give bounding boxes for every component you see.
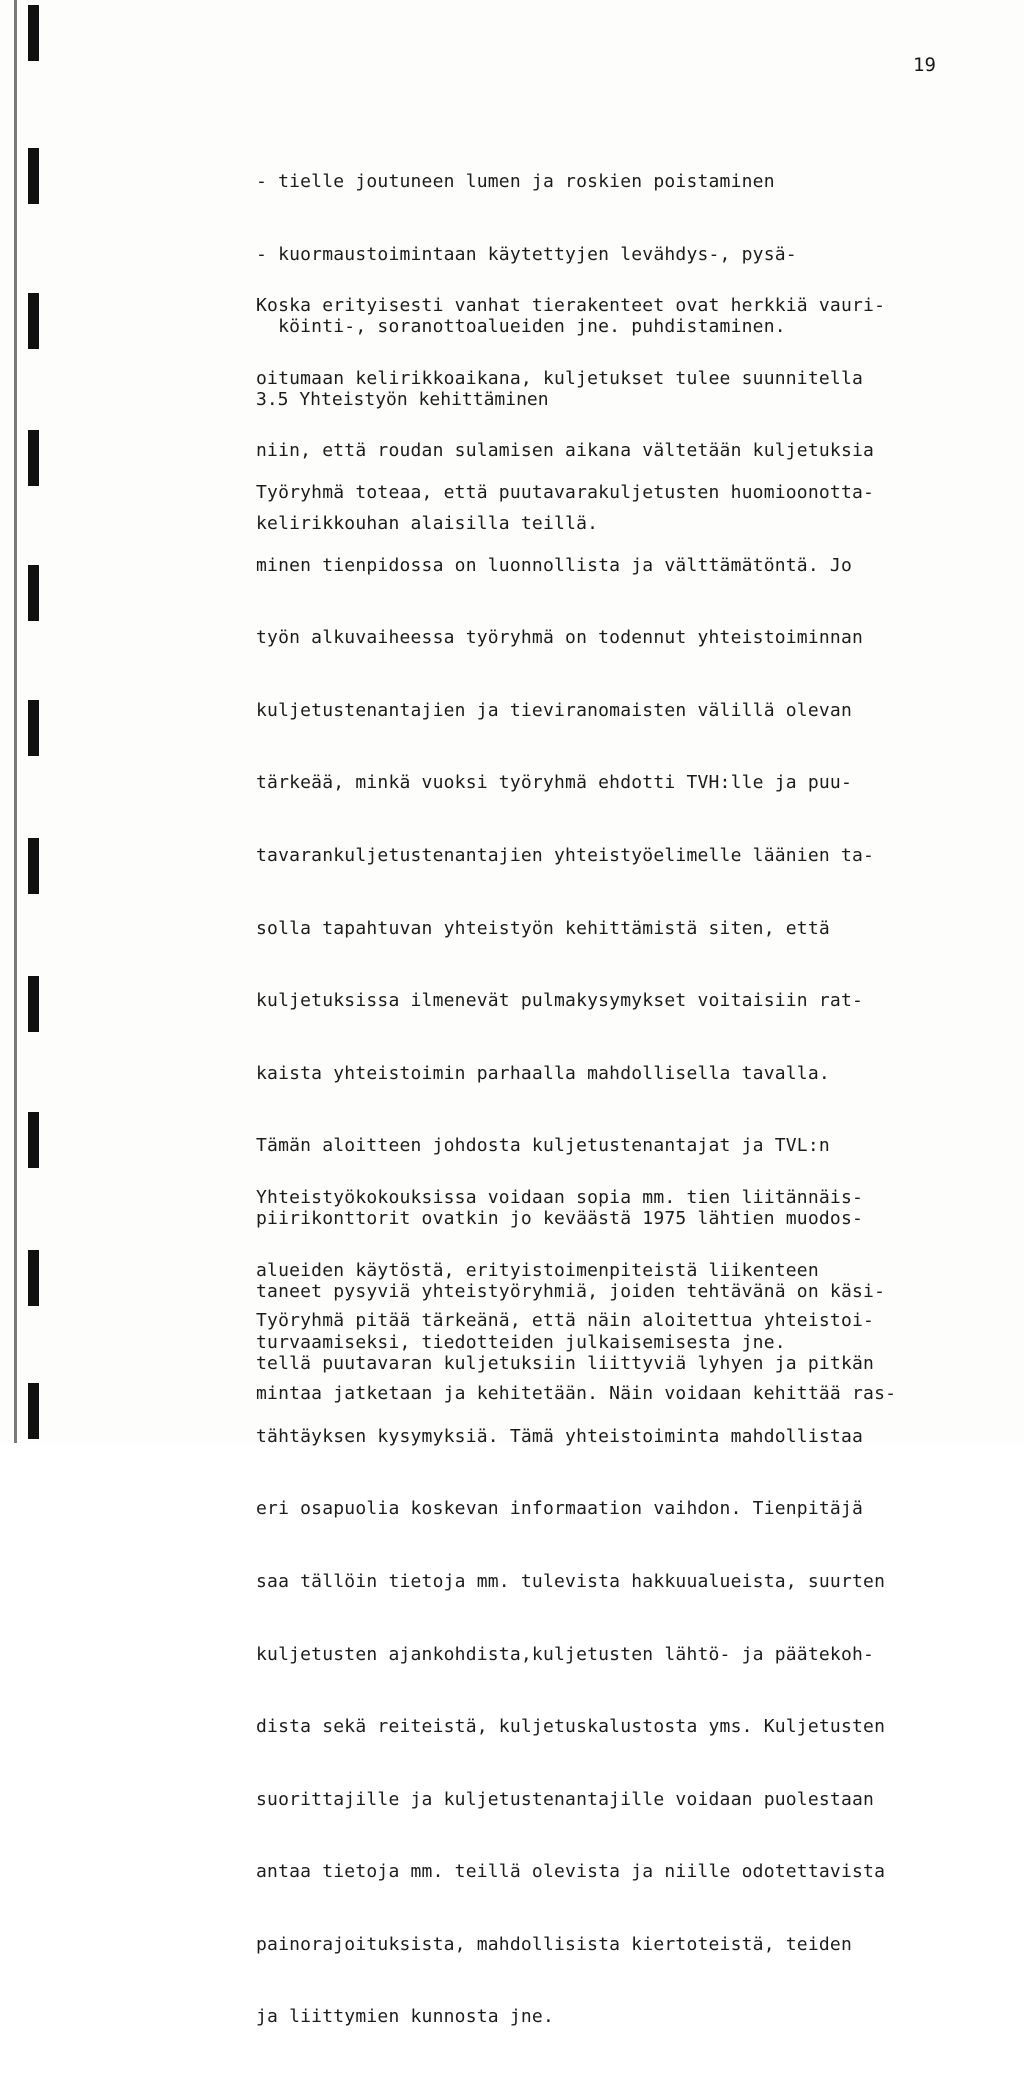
paragraph-line: turvaamiseksi, tiedotteiden julkaisemisesta jne. [256,1332,786,1354]
paragraph-line: painorajoituksista, mahdollisista kiertoteistä, teiden [256,1933,852,1955]
paragraph-line: kaista yhteistoimin parhaalla mahdollisella tavalla. [256,1062,830,1084]
paragraph-line: Työryhmä toteaa, että puutavarakuljetusten huomioonotta- [256,482,875,503]
paragraph-line: niin, että roudan sulamisen aikana vältetään kuljetuksia [256,440,875,462]
paragraph-line: työn alkuvaiheessa työryhmä on todennut yhteistoiminnan [256,627,864,649]
paragraph-line: tellä puutavaran kuljetuksiin liittyviä lyhyen ja pitkän [256,1353,875,1375]
list-item: - kuormaustoimintaan käytettyjen levähdys-, pysä- [256,243,797,265]
paragraph-line: minen tienpidossa on luonnollista ja välttämätöntä. Jo [256,554,852,576]
binding-mark [28,1383,39,1439]
list-item: - tielle joutuneen lumen ja roskien poistaminen [256,171,775,192]
binding-mark [28,293,39,349]
paragraph-line: Koska erityisesti vanhat tierakenteet ovat herkkiä vauri- [256,295,886,316]
paragraph-line: dista sekä reiteistä, kuljetuskalustosta yms. Kuljetusten [256,1716,886,1738]
binding-mark [28,565,39,621]
paragraph-line: kelirikkouhan alaisilla teillä. [256,512,599,534]
paragraph-line: Tämän aloitteen johdosta kuljetustenantajat ja TVL:n [256,1135,830,1157]
binding-mark [28,5,39,61]
page-number: 19 [913,54,936,76]
paragraph-line: taneet pysyviä yhteistyöryhmiä, joiden tehtävänä on käsi- [256,1280,886,1302]
paragraph-line: antaa tietoja mm. teillä olevista ja niille odotettavista [256,1861,886,1883]
paragraph-line: solla tapahtuvan yhteistyön kehittämistä siten, että [256,917,830,939]
paragraph-4 [256,1264,976,1451]
paragraph-line: kuljetuksissa ilmenevät pulmakysymykset voitaisiin rat- [256,990,864,1012]
binding-mark [28,1250,39,1306]
paragraph-line: suorittajille ja kuljetustenantajille voidaan puolestaan [256,1788,875,1810]
paragraph-line: kuljetusten ajankohdista,kuljetusten lähtö- ja päätekoh- [256,1643,875,1665]
binding-mark [28,148,39,204]
paragraph-line: tähtäyksen kysymyksiä. Tämä yhteistoiminta mahdollistaa [256,1425,864,1447]
paragraph-line: kuljetustenantajien ja tieviranomaisten välillä olevan [256,699,852,721]
paragraph-line: tavarankuljetustenantajien yhteistyöelimelle läänien ta- [256,844,875,866]
paragraph-line: ja liittymien kunnosta jne. [256,2006,554,2028]
paragraph-line: Työryhmä pitää tärkeänä, että näin aloitettua yhteistoi- [256,1310,875,1331]
paragraph-line: Yhteistyökokouksissa voidaan sopia mm. tien liitännäis- [256,1187,864,1208]
binding-mark [28,1112,39,1168]
binding-mark [28,430,39,486]
paragraph-line: eri osapuolia koskevan informaation vaihdon. Tienpitäjä [256,1498,864,1520]
binding-mark [28,976,39,1032]
paragraph-line: piirikonttorit ovatkin jo keväästä 1975 lähtien muodos- [256,1207,864,1229]
binding-mark [28,700,39,756]
paragraph-line: mintaa jatketaan ja kehitetään. Näin voidaan kehittää ras- [256,1382,897,1404]
binding-edge [14,0,17,1443]
binding-mark [28,838,39,894]
paragraph-line: alueiden käytöstä, erityistoimenpiteistä liikenteen [256,1259,819,1281]
section-heading: 3.5 Yhteistyön kehittäminen [256,389,549,410]
paragraph-line: saa tällöin tietoja mm. tulevista hakkuualueista, suurten [256,1570,886,1592]
paragraph-line: oitumaan kelirikkoaikana, kuljetukset tulee suunnitella [256,367,864,389]
list-item: köinti-, soranottoalueiden jne. puhdistaminen. [256,316,786,338]
paragraph-line: tärkeää, minkä vuoksi työryhmä ehdotti TVH:lle ja puu- [256,772,852,794]
